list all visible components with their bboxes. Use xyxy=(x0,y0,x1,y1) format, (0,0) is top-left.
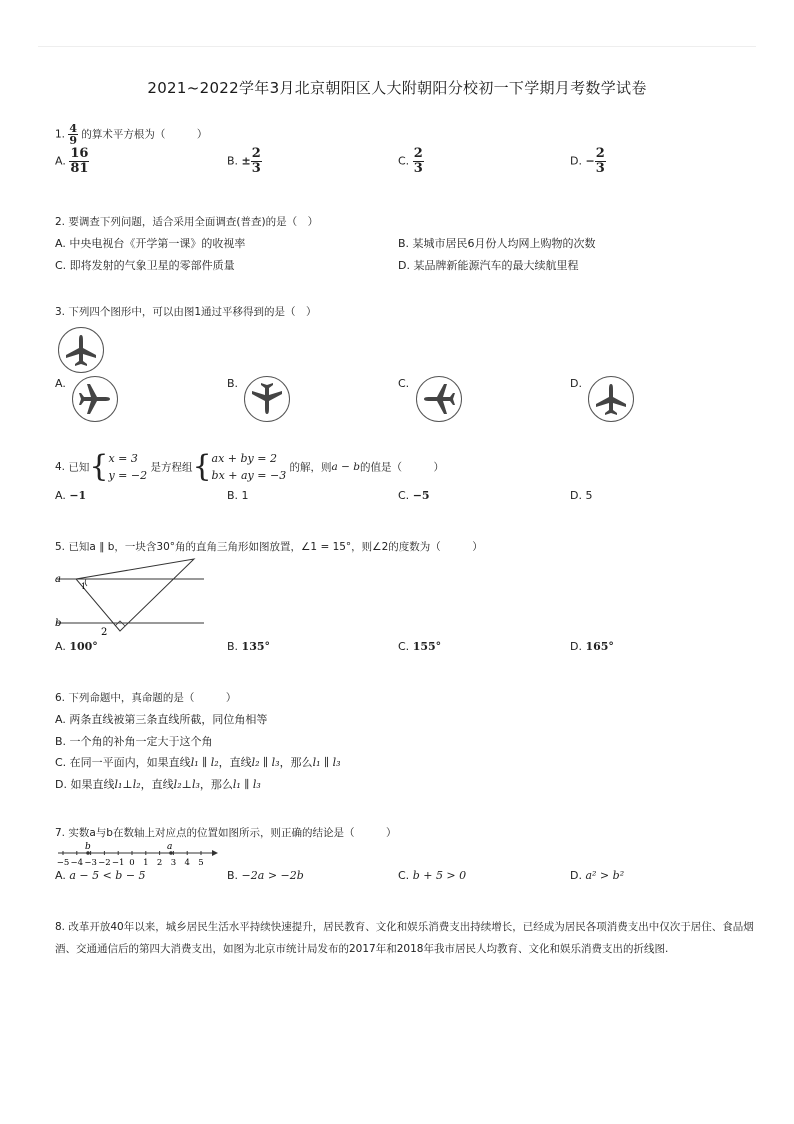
question-3: 3. 下列四个图形中，可以由图1通过平移得到的是（ ） xyxy=(55,306,317,318)
q1-stem: 的算术平方根为（ ） xyxy=(81,128,208,141)
q1-number: 1. xyxy=(55,128,66,141)
q1-option-b[interactable]: B. ± $\frac{2}{3}$ xyxy=(227,146,261,176)
q7-stem: 实数a与b在数轴上对应点的位置如图所示，则正确的结论是（ ） xyxy=(68,827,397,839)
q7-axis-tick-label: −2 xyxy=(98,858,111,868)
q3-option-b-label[interactable]: B. xyxy=(227,377,239,390)
q2-option-b[interactable]: B. 某城市居民6月份人均网上购物的次数 xyxy=(398,237,596,250)
q7-point-a-label: a xyxy=(167,842,173,852)
page-title: 2021~2022学年3月北京朝阳区人大附朝阳分校初一下学期月考数学试卷 xyxy=(147,79,647,97)
q3-option-b-airplane-icon[interactable] xyxy=(244,376,290,422)
q5-line-b-label: b xyxy=(55,618,62,629)
question-5: 5. 已知a ∥ b，一块含30°角的直角三角形如图放置，∠1 = 15°，则∠2的度数为（ ） xyxy=(55,541,483,553)
q7-axis-tick-label: 2 xyxy=(156,858,163,868)
q3-option-d-label[interactable]: D. xyxy=(570,377,582,390)
question-8: 8. 改革开放40年以来，城乡居民生活水平持续快速提升，居民教育、文化和娱乐消费支出持续增长，已经成为居民各项消费支出中仅次于居住、食品烟酒、交通通信后的第四大消费支出，如图为北京市统计局发布的2017年和2018年我市居民人均教育、文化和娱乐消费支出的折线图. xyxy=(55,921,754,955)
q3-figure-1-airplane-icon xyxy=(58,327,104,373)
q7-axis-tick-label: −3 xyxy=(84,858,97,868)
q2-option-c[interactable]: C. 即将发射的气象卫星的零部件质量 xyxy=(55,259,235,272)
q3-option-d-airplane-icon[interactable] xyxy=(588,376,634,422)
q4-option-c[interactable]: C. −5 xyxy=(398,489,430,502)
q6-option-d[interactable]: D. 如果直线l₁⊥l₂，直线l₂⊥l₃，那么l₁ ∥ l₃ xyxy=(55,778,261,791)
q7-axis-tick-label: 0 xyxy=(129,858,135,868)
q6-option-b[interactable]: B. 一个角的补角一定大于这个角 xyxy=(55,735,213,748)
q5-angle-2-label: 2 xyxy=(101,627,108,638)
q7-axis-tick-label: 1 xyxy=(143,858,149,868)
q3-stem: 下列四个图形中，可以由图1通过平移得到的是（ ） xyxy=(68,306,317,318)
q7-option-d[interactable]: D. a² > b² xyxy=(570,869,625,882)
q5-line-a-label: a xyxy=(55,574,61,585)
q5-angle-1-label: 1 xyxy=(81,582,87,591)
header-rule xyxy=(38,46,756,47)
q2-stem: 要调查下列问题，适合采用全面调查(普查)的是（ ） xyxy=(68,216,319,228)
q1-option-c-fraction: $\frac{2}{3}$ xyxy=(413,146,423,176)
q3-option-c-label[interactable]: C. xyxy=(398,377,410,390)
q6-stem: 下列命题中，真命题的是（ ） xyxy=(68,692,237,704)
q1-option-d-fraction: $\frac{2}{3}$ xyxy=(595,146,605,176)
q7-axis-tick-label: 5 xyxy=(198,858,204,868)
q1-option-b-fraction: $\frac{2}{3}$ xyxy=(251,146,261,176)
q3-option-a-airplane-icon[interactable] xyxy=(72,376,118,422)
q3-option-c-airplane-icon[interactable] xyxy=(416,376,462,422)
question-4: 4. 已知{ x = 3 y = −2 是方程组{ ax + by = 2 bx + ay = −3 的解，则a − b的值是（ ） xyxy=(55,449,445,484)
q7-axis-tick-label: 4 xyxy=(184,858,190,868)
q2-option-a[interactable]: A. 中央电视台《开学第一课》的收视率 xyxy=(55,237,246,250)
q4-solution-system: x = 3 y = −2 xyxy=(108,452,148,482)
question-6: 6. 下列命题中，真命题的是（ ） xyxy=(55,692,237,704)
q7-option-a[interactable]: A. a − 5 < b − 5 xyxy=(55,869,146,882)
q4-option-a[interactable]: A. −1 xyxy=(55,489,87,502)
q7-axis-tick-label: −4 xyxy=(70,858,84,868)
q1-fraction: $\frac{4}{9}$ xyxy=(69,122,78,147)
question-2: 2. 要调查下列问题，适合采用全面调查(普查)的是（ ） xyxy=(55,216,319,228)
q1-option-a-fraction: $\frac{16}{81}$ xyxy=(70,146,89,176)
q7-option-b[interactable]: B. −2a > −2b xyxy=(227,869,304,882)
q7-option-c[interactable]: C. b + 5 > 0 xyxy=(398,869,467,882)
q1-option-c[interactable]: C. $\frac{2}{3}$ xyxy=(398,146,423,176)
q7-axis-tick-label: 3 xyxy=(170,858,177,868)
q3-option-a-label[interactable]: A. xyxy=(55,377,66,390)
q5-triangle-figure xyxy=(52,553,212,638)
q5-option-c[interactable]: C. 155° xyxy=(398,640,442,653)
q1-option-a[interactable]: A. $\frac{16}{81}$ xyxy=(55,146,89,176)
question-7: 7. 实数a与b在数轴上对应点的位置如图所示，则正确的结论是（ ） xyxy=(55,827,397,839)
q2-option-d[interactable]: D. 某品牌新能源汽车的最大续航里程 xyxy=(398,259,579,272)
q7-axis-tick-label: −5 xyxy=(56,858,70,868)
q7-number-line xyxy=(54,840,219,868)
q5-stem: 已知a ∥ b，一块含30°角的直角三角形如图放置，∠1 = 15°，则∠2的度数为（ ） xyxy=(68,541,483,553)
q5-option-a[interactable]: A. 100° xyxy=(55,640,98,653)
q7-axis-tick-label: −1 xyxy=(111,858,125,868)
q4-option-b[interactable]: B. 1 xyxy=(227,489,249,502)
q1-option-d[interactable]: D. − $\frac{2}{3}$ xyxy=(570,146,605,176)
q5-option-b[interactable]: B. 135° xyxy=(227,640,271,653)
q5-option-d[interactable]: D. 165° xyxy=(570,640,614,653)
q4-equation-system: ax + by = 2 bx + ay = −3 xyxy=(211,452,287,482)
q6-option-c[interactable]: C. 在同一平面内，如果直线l₁ ∥ l₂，直线l₂ ∥ l₃，那么l₁ ∥ l₃ xyxy=(55,756,341,769)
q6-option-a[interactable]: A. 两条直线被第三条直线所截，同位角相等 xyxy=(55,713,268,726)
q4-option-d[interactable]: D. 5 xyxy=(570,489,593,502)
q8-text: 改革开放40年以来，城乡居民生活水平持续快速提升，居民教育、文化和娱乐消费支出持续增长，已经成为居民各项消费支出中仅次于居住、食品烟酒、交通通信后的第四大消费支出，如图为北京市统计局发布的2017年和2018年我市居民人均教育、文化和娱乐消费支出的折线图. xyxy=(55,921,754,955)
q7-point-b-label: b xyxy=(85,842,91,852)
question-1 xyxy=(55,123,207,146)
